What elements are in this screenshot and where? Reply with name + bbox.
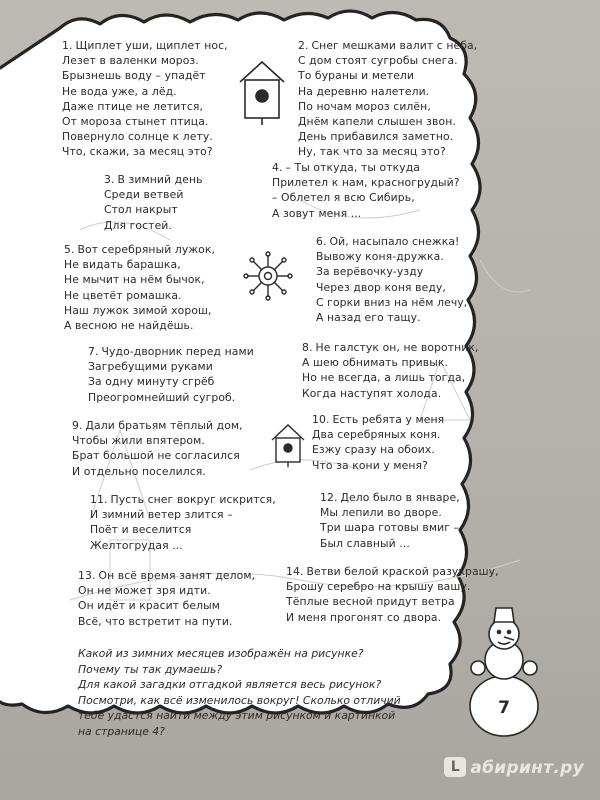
riddle-8: 8. Не галстук он, не воротник, А шею обнимать привык. Но не всегда, а лишь тогда, Когда наступят холода.: [302, 341, 479, 400]
watermark: [444, 757, 584, 778]
riddle-6: 6. Ой, насыпало снежка! Вывожу коня-дружка. За верёвочку-узду Через двор коня веду, С горки вниз на нём лечу, А назад его тащу.: [316, 235, 468, 325]
riddle-5: 5. Вот серебряный лужок, Не видать барашка, Не мычит на нём бычок, Не цветёт ромашка. Наш лужок зимой хорош, А весною не найдёшь.: [64, 243, 216, 333]
riddle-13: 13. Он всё время занят делом, Он не может зря идти. Он идёт и красит белым Всё, что встретит на пути.: [78, 569, 256, 628]
riddle-4: 4. – Ты откуда, ты откуда Прилетел к нам, красногрудый? – Облетел я всю Сибирь, А зовут меня ...: [272, 161, 460, 220]
watermark-text: абиринт.ру: [470, 758, 584, 778]
riddle-3: 3. В зимний день Среди ветвей Стол накрыт Для гостей.: [104, 173, 203, 232]
riddle-12: 12. Дело было в январе, Мы лепили во дворе. Три шара готовы вмиг – Был славный ...: [320, 491, 460, 550]
page-number: 7: [498, 698, 510, 718]
riddle-1: 1. Щиплет уши, щиплет нос, Лезет в валенки мороз. Брызнешь воду – упадёт Не вода уже, а лёд. Даже птице не летится, От мороза стынет птица. Повернуло солнце к лету. Что, скажи, за месяц это?: [62, 39, 228, 159]
riddle-11: 11. Пусть снег вокруг искрится, И зимний ветер злится – Поёт и веселится Желтогрудая ...: [90, 493, 276, 552]
riddle-10: 10. Есть ребята у меня Два серебряных коня. Езжу сразу на обоих. Что за кони у меня?: [312, 413, 445, 472]
riddle-2: 2. Снег мешками валит с неба, С дом стоят сугробы снега. То бураны и метели На деревню налетели. По ночам мороз силён, Днём капели слышен звон. День прибавился заметно. Ну, так что за месяц это?: [298, 39, 478, 159]
question-block: Какой из зимних месяцев изображён на рисунке? Почему ты так думаешь? Для какой загадки отгадкой является весь рисунок? Посмотри, как всё изменилось вокруг! Сколько отличий тебе удастся найти между этим рисунком и картинкой на странице 4?: [78, 647, 401, 738]
watermark-logo-icon: L: [444, 757, 466, 777]
riddle-9: 9. Дали братьям тёплый дом, Чтобы жили впятером. Брат большой не согласился И отдельно поселился.: [72, 419, 243, 478]
riddle-14: 14. Ветви белой краской разукрашу, Брошу серебро на крышу вашу. Тёплые весной придут ветра И меня прогонят со двора.: [286, 565, 499, 624]
riddle-7: 7. Чудо-дворник перед нами Загребущими руками За одну минуту сгрёб Преогромнейший сугроб.: [88, 345, 254, 404]
